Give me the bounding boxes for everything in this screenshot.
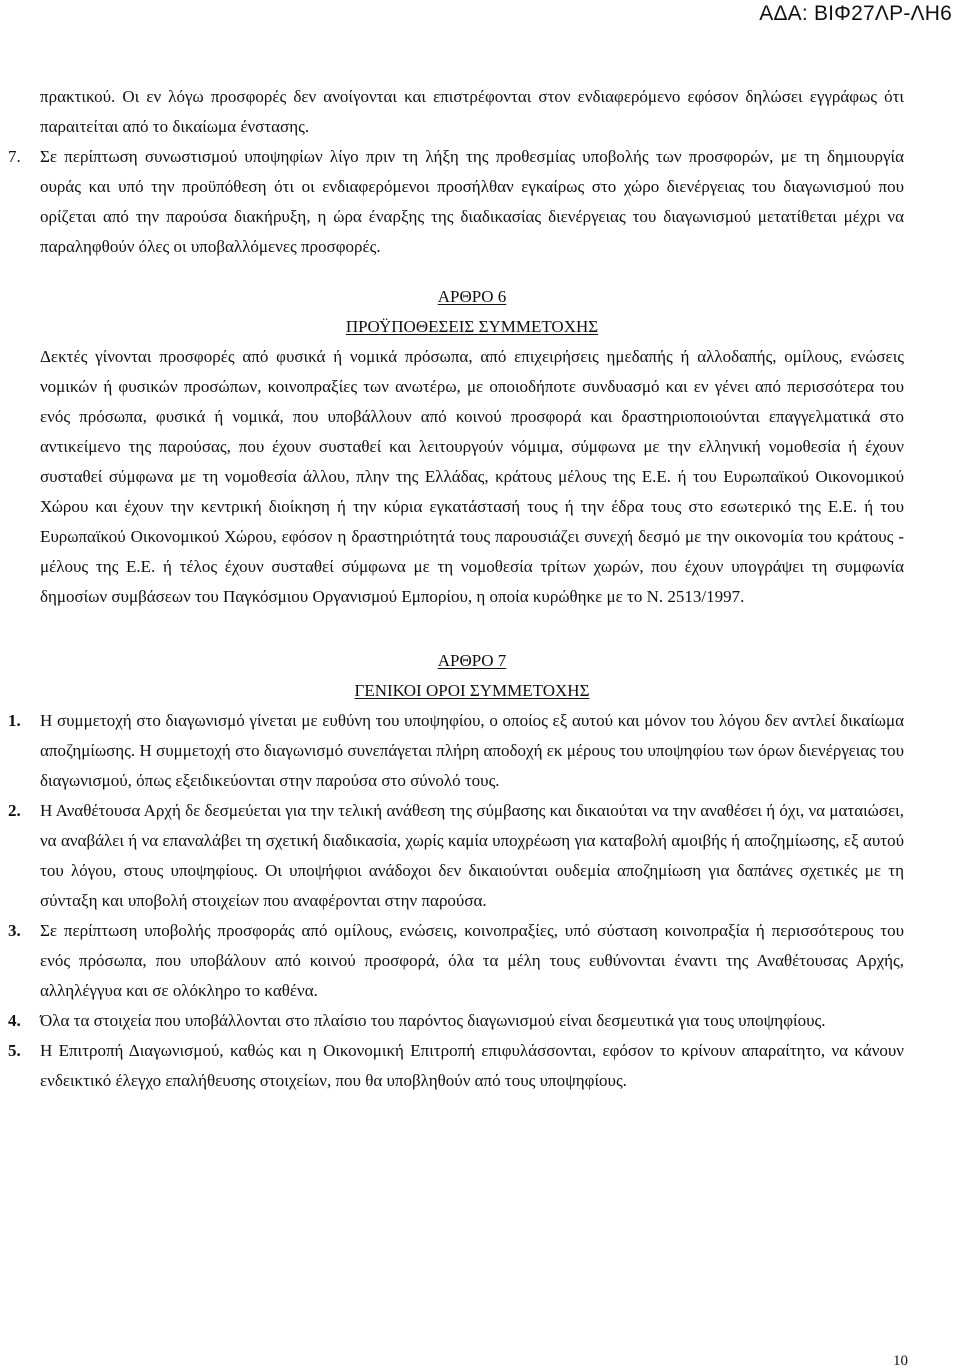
list-item <box>8 796 904 916</box>
list-item-number: 4. <box>8 1011 21 1030</box>
list-item-number: 3. <box>8 921 21 940</box>
article-7-heading <box>40 646 904 706</box>
continuation-paragraph: πρακτικού. Οι εν λόγω προσφορές δεν ανοίγονται και επιστρέφονται στον ενδιαφερόμενο εφόσον δηλώσει εγγράφως ότι παραιτείται από το δικαίωμα ένστασης. <box>40 87 904 136</box>
page-number: 10 <box>893 1353 908 1369</box>
list-item-text: Σε περίπτωση συνωστισμού υποψηφίων λίγο πριν τη λήξη της προθεσμίας υποβολής των προσφορών, με τη δημιουργία ουράς και υπό την προϋπόθεση ότι οι ενδιαφερόμενοι προσήλθαν εγκαίρως στο χώρο διενέργειας του διαγωνισμού που ορίζεται από την παρούσα διακήρυξη, η ώρα έναρξης της διαδικασίας διενέργειας του διαγωνισμού μετατίθεται μέχρι να παραληφθούν όλες οι υποβαλλόμενες προσφορές. <box>40 147 904 256</box>
article-6-title: ΑΡΘΡΟ 6 <box>437 287 507 306</box>
list-item <box>8 1036 904 1096</box>
article-6-subtitle: ΠΡΟΫΠΟΘΕΣΕΙΣ ΣΥΜΜΕΤΟΧΗΣ <box>345 317 599 336</box>
document-body <box>8 82 904 1096</box>
document-code: ΑΔΑ: ΒΙΦ27ΛΡ-ΛΗ6 <box>759 2 952 25</box>
article-6-heading <box>40 282 904 342</box>
article-6-body: Δεκτές γίνονται προσφορές από φυσικά ή νομικά πρόσωπα, από επιχειρήσεις ημεδαπής ή αλλοδαπής, ομίλους, ενώσεις νομικών ή φυσικών προσώπων, κοινοπραξίες των ανωτέρω, με οποιοδήποτε συνδυασμό και εν γένει από περισσότερα του ενός πρόσωπα, φυσικά ή νομικά, που υποβάλλουν από κοινού προσφορά και δραστηριοποιούνται επαγγελματικά στο αντικείμενο της παρούσας, που έχουν συσταθεί και λειτουργούν νόμιμα, σύμφωνα με την ελληνική νομοθεσία ή έχουν συσταθεί σύμφωνα με τη νομοθεσία άλλου, πλην της Ελλάδας, κράτους μέλους της Ε.Ε. ή του Ευρωπαϊκού Οικονομικού Χώρου και έχουν την κεντρική διοίκηση ή την κύρια εγκατάστασή τους ή την έδρα τους στο εσωτερικό της Ε.Ε. ή του Ευρωπαϊκού Οικονομικού Χώρου, εφόσον η δραστηριότητά τους παρουσιάζει συνεχή δεσμό με την οικονομία του κράτους - μέλους της Ε.Ε. ή τέλος έχουν συσταθεί σύμφωνα με τη νομοθεσία τρίτων χωρών, που έχουν υπογράψει τη συμφωνία δημοσίων συμβάσεων του Παγκόσμιου Οργανισμού Εμπορίου, η οποία κυρώθηκε με το Ν. 2513/1997. <box>40 347 904 606</box>
list-item-text: Όλα τα στοιχεία που υποβάλλονται στο πλαίσιο του παρόντος διαγωνισμού είναι δεσμευτικά για τους υποψηφίους. <box>40 1011 826 1030</box>
list-item-number: 5. <box>8 1041 21 1060</box>
list-item-7 <box>8 142 904 262</box>
list-item-number: 1. <box>8 711 21 730</box>
list-item-text: Η Αναθέτουσα Αρχή δε δεσμεύεται για την τελική ανάθεση της σύμβασης και δικαιούται να την αναθέσει ή όχι, να ματαιώσει, να αναβάλει ή να επαναλάβει τη σχετική διαδικασία, χωρίς καμία υποχρέωση για καταβολή αμοιβής ή αποζημίωσης, εξ αυτού του λόγου, στους υποψηφίους. Οι υποψήφιοι ανάδοχοι δεν δικαιούνται ουδεμία αποζημίωση για δαπάνες σχετικές με τη σύνταξη και υποβολή στοιχείων που αναφέρονται στην παρούσα. <box>40 801 904 910</box>
list-item <box>8 1006 904 1036</box>
article-7-subtitle: ΓΕΝΙΚΟΙ ΟΡΟΙ ΣΥΜΜΕΤΟΧΗΣ <box>354 681 590 700</box>
list-item-number: 2. <box>8 801 21 820</box>
list-item-text: Η Επιτροπή Διαγωνισμού, καθώς και η Οικονομική Επιτροπή επιφυλάσσονται, εφόσον το κρίνουν απαραίτητο, να κάνουν ενδεικτικό έλεγχο επαλήθευσης στοιχείων, που θα υποβληθούν από τους υποψηφίους. <box>40 1041 904 1090</box>
list-item-text: Η συμμετοχή στο διαγωνισμό γίνεται με ευθύνη του υποψηφίου, ο οποίος εξ αυτού και μόνον του λόγου δεν αντλεί δικαίωμα αποζημίωσης. Η συμμετοχή στο διαγωνισμό συνεπάγεται πλήρη αποδοχή εκ μέρους του υποψηφίου των όρων διενέργειας του διαγωνισμού, όπως εξειδικεύονται στην παρούσα στο σύνολό τους. <box>40 711 904 790</box>
list-item <box>8 916 904 1006</box>
list-item-number: 7. <box>8 147 21 166</box>
list-item <box>8 706 904 796</box>
list-item-text: Σε περίπτωση υποβολής προσφοράς από ομίλους, ενώσεις, κοινοπραξίες, υπό σύσταση κοινοπραξία ή περισσότερους του ενός πρόσωπα, που υποβάλουν από κοινού προσφορά, όλα τα μέλη τους ευθύνονται έναντι της Αναθέτουσας Αρχής, αλληλέγγυα και σε ολόκληρο το καθένα. <box>40 921 904 1000</box>
article-7-title: ΑΡΘΡΟ 7 <box>437 651 507 670</box>
